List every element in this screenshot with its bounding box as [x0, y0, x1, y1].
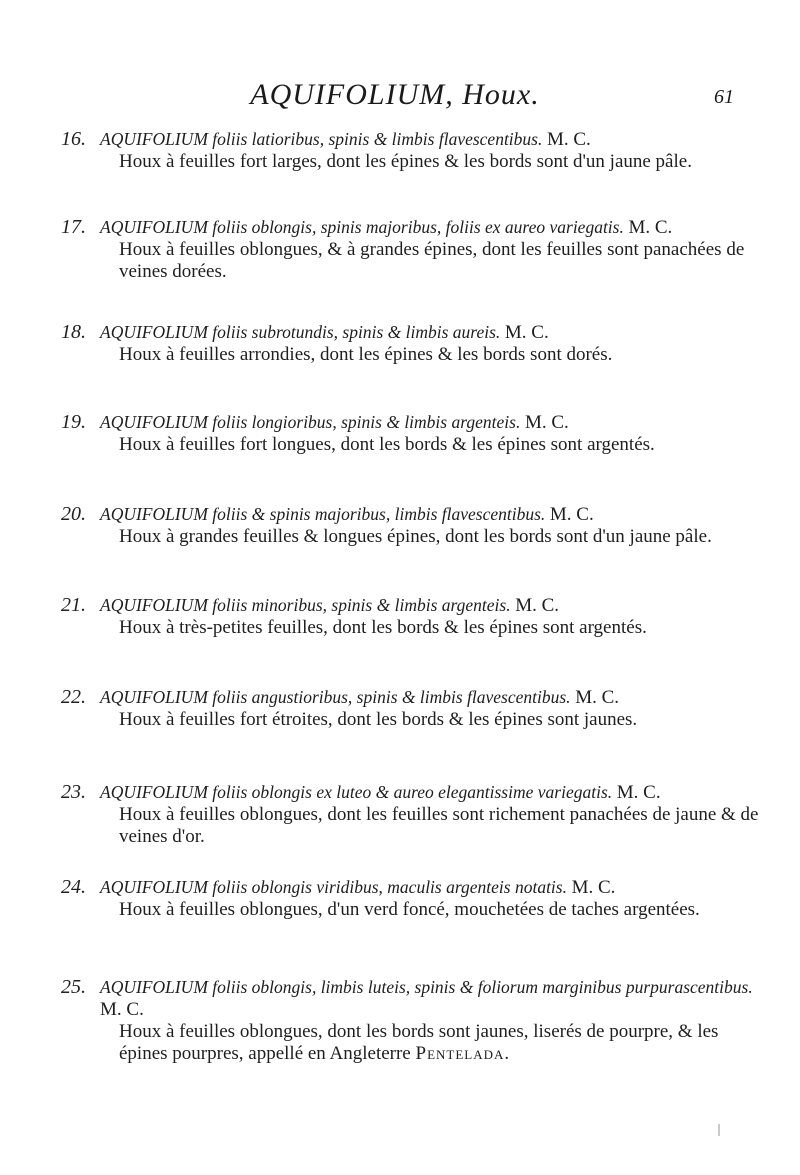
french-description: Houx à très-petites feuilles, dont les bords & les épines sont argentés.: [119, 617, 647, 638]
page-number: 61: [714, 86, 734, 108]
latin-name: AQUIFOLIUM foliis latioribus, spinis & limbis flavescentibus.: [100, 129, 543, 149]
author-abbrev: M. C.: [575, 687, 620, 708]
latin-name: AQUIFOLIUM foliis oblongis, spinis majoribus, foliis ex aureo variegatis.: [100, 217, 624, 237]
latin-name: AQUIFOLIUM foliis oblongis ex luteo & aureo elegantissime variegatis.: [100, 782, 613, 802]
running-head: AQUIFOLIUM, Houx.: [250, 78, 540, 111]
author-abbrev: M. C.: [549, 504, 594, 525]
french-description: Houx à feuilles fort longues, dont les bords & les épines sont argentés.: [119, 434, 655, 455]
latin-name: AQUIFOLIUM foliis angustioribus, spinis & limbis flavescentibus.: [100, 687, 571, 707]
latin-name: AQUIFOLIUM foliis oblongis, limbis luteis, spinis & foliorum marginibus purpurascentibus.: [100, 977, 753, 997]
entry-19: [61, 411, 760, 456]
author-abbrev: M. C.: [546, 129, 591, 150]
entry-number: 18.: [61, 321, 86, 343]
entry-18: [61, 321, 760, 366]
entry-20: [61, 503, 760, 548]
author-abbrev: M. C.: [100, 999, 144, 1020]
page-mark: [718, 1124, 720, 1136]
english-name: Pentelada.: [415, 1043, 511, 1064]
entry-22: [61, 686, 760, 731]
latin-name: AQUIFOLIUM foliis oblongis viridibus, maculis argenteis notatis.: [100, 877, 567, 897]
latin-name: AQUIFOLIUM foliis & spinis majoribus, limbis flavescentibus.: [100, 504, 546, 524]
entry-number: 19.: [61, 411, 86, 433]
entry-number: 20.: [61, 503, 86, 525]
french-text: Houx à feuilles oblongues, dont les bords sont jaunes, liserés de pourpre, & les épines pourpres, appellé en Angleterre: [119, 1021, 719, 1064]
entry-number: 17.: [61, 216, 86, 238]
entry-number: 23.: [61, 781, 86, 803]
author-abbrev: M. C.: [515, 595, 560, 616]
latin-name: AQUIFOLIUM foliis longioribus, spinis & limbis argenteis.: [100, 412, 521, 432]
entry-25: [61, 976, 760, 1065]
entry-16: [61, 128, 760, 173]
entry-number: 21.: [61, 594, 86, 616]
author-abbrev: M. C.: [524, 412, 569, 433]
french-description: Houx à feuilles oblongues, & à grandes épines, dont les feuilles sont panachées de veines dorées.: [119, 239, 745, 282]
entry-number: 22.: [61, 686, 86, 708]
entry-17: [61, 216, 760, 283]
author-abbrev: M. C.: [628, 217, 673, 238]
french-description: Houx à grandes feuilles & longues épines, dont les bords sont d'un jaune pâle.: [119, 526, 712, 547]
author-abbrev: M. C.: [504, 322, 549, 343]
french-description: [100, 1021, 760, 1065]
entry-21: [61, 594, 760, 639]
french-description: Houx à feuilles fort larges, dont les épines & les bords sont d'un jaune pâle.: [119, 151, 692, 172]
author-abbrev: M. C.: [571, 877, 616, 898]
latin-name: AQUIFOLIUM foliis subrotundis, spinis & limbis aureis.: [100, 322, 501, 342]
french-description: Houx à feuilles fort étroites, dont les bords & les épines sont jaunes.: [119, 709, 638, 730]
entry-number: 16.: [61, 128, 86, 150]
french-description: Houx à feuilles oblongues, dont les feuilles sont richement panachées de jaune & de veines d'or.: [119, 804, 759, 847]
entry-number: 25.: [61, 976, 86, 998]
latin-name: AQUIFOLIUM foliis minoribus, spinis & limbis argenteis.: [100, 595, 511, 615]
entry-23: [61, 781, 760, 848]
entry-number: 24.: [61, 876, 86, 898]
author-abbrev: M. C.: [616, 782, 661, 803]
french-description: Houx à feuilles arrondies, dont les épines & les bords sont dorés.: [119, 344, 613, 365]
entry-24: [61, 876, 760, 921]
french-description: Houx à feuilles oblongues, d'un verd foncé, mouchetées de taches argentées.: [119, 899, 700, 920]
